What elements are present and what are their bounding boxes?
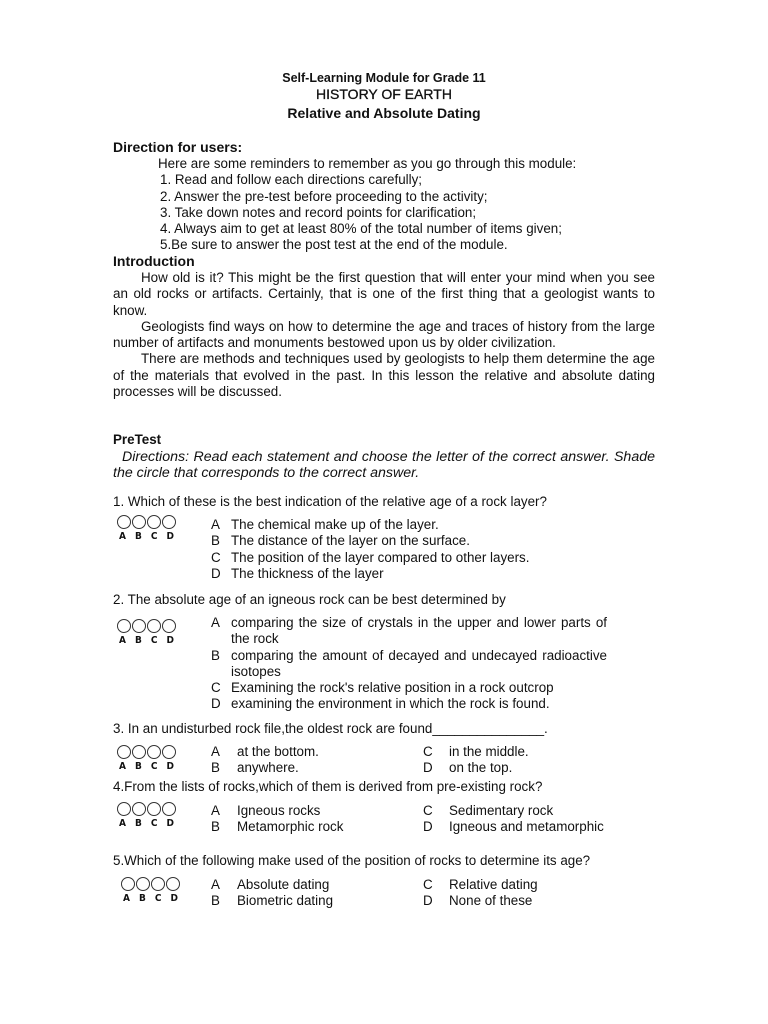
option [211, 566, 607, 582]
bubble-c[interactable] [147, 745, 161, 759]
option-letter: C [211, 549, 221, 565]
option [211, 615, 607, 648]
option-letter: A [211, 517, 220, 532]
bubble-label: C [150, 818, 158, 829]
direction-item: 4. Always aim to get at least 80% of the total number of items given; [160, 221, 562, 237]
question-2-options [211, 615, 607, 713]
option-letter: B [211, 533, 220, 549]
bubble-a[interactable] [117, 515, 131, 529]
option-letter: B [211, 819, 220, 835]
option-letter: D [423, 819, 433, 835]
option-text: Metamorphic rock [237, 819, 344, 835]
bubble-b[interactable] [132, 515, 146, 529]
option-text: Biometric dating [237, 893, 334, 909]
answer-bubbles-q2[interactable] [117, 619, 179, 649]
question-3-options [211, 744, 649, 777]
direction-item: 2. Answer the pre-test before proceeding to the activity; [160, 188, 488, 204]
question-5-text: 5.Which of the following make used of the position of rocks to determine its age? [113, 853, 591, 868]
option-letter: C [211, 680, 221, 696]
option [211, 696, 607, 712]
directions-heading: Direction for users: [113, 139, 243, 155]
question-1-text: 1. Which of these is the best indication of the relative age of a rock layer? [113, 494, 547, 509]
option-letter: D [423, 893, 433, 909]
bubble-label: D [166, 635, 174, 646]
bubble-label: A [119, 818, 126, 829]
bubble-label: A [123, 893, 130, 904]
bubble-label: B [134, 761, 142, 772]
option [211, 648, 607, 681]
option-text: at the bottom. [237, 744, 319, 759]
option-letter: D [423, 760, 433, 776]
bubble-a[interactable] [121, 877, 135, 891]
option-text: Igneous and metamorphic [449, 819, 604, 835]
directions-list [158, 156, 576, 254]
option-text: The thickness of the layer [231, 565, 384, 581]
bubble-d[interactable] [162, 619, 176, 633]
bubble-label: A [119, 761, 126, 772]
bubble-d[interactable] [162, 802, 176, 816]
option-letter: C [423, 877, 433, 892]
bubble-label: C [150, 531, 158, 542]
option-letter: D [211, 565, 221, 581]
option-text: on the top. [449, 760, 513, 776]
direction-item: 1. Read and follow each directions carefully; [160, 172, 423, 188]
option-text: anywhere. [237, 760, 299, 776]
bubble-label: B [134, 635, 142, 646]
option [211, 550, 607, 566]
option-letter: B [211, 647, 220, 663]
introduction-heading: Introduction [113, 253, 195, 269]
bubble-label: D [166, 531, 174, 542]
option-text: in the middle. [449, 744, 529, 759]
answer-bubbles-q1[interactable] [117, 515, 179, 545]
bubble-b[interactable] [132, 745, 146, 759]
option-text: comparing the amount of decayed and undecayed radioactive isotopes [231, 647, 607, 679]
intro-paragraph: There are methods and techniques used by geologists to help them determine the age of the materials that evolved in the past. In this lesson the relative and absolute dating processes will be discussed. [113, 351, 655, 400]
bubble-label: B [134, 818, 142, 829]
option-text: Sedimentary rock [449, 803, 554, 818]
option-letter: A [211, 615, 220, 630]
question-5-options [211, 877, 649, 910]
bubble-a[interactable] [117, 745, 131, 759]
bubble-b[interactable] [132, 802, 146, 816]
option [211, 680, 607, 696]
intro-paragraph: How old is it? This might be the first question that will enter your mind when you see an old rocks or artifacts. Certainly, that is one of the first thing that a geologist wants to know. [113, 270, 655, 318]
bubble-c[interactable] [147, 515, 161, 529]
answer-bubbles-q4[interactable] [117, 802, 179, 832]
bubble-a[interactable] [117, 619, 131, 633]
bubble-c[interactable] [147, 802, 161, 816]
option-text: The distance of the layer on the surface. [231, 533, 470, 549]
option-text: examining the environment in which the rock is found. [231, 696, 550, 712]
intro-paragraph: Geologists find ways on how to determine the age and traces of history from the large number of artifacts and monuments bestowed upon us by older civilization. [113, 318, 655, 351]
pretest-heading: PreTest [113, 432, 162, 447]
introduction-body [113, 270, 655, 400]
bubble-label: C [150, 761, 158, 772]
option-text: comparing the size of crystals in the upper and lower parts of the rock [231, 615, 607, 647]
bubble-d[interactable] [162, 745, 176, 759]
bubble-label: B [134, 531, 142, 542]
option-text: None of these [449, 893, 533, 909]
page-title: HISTORY OF EARTH [316, 86, 452, 102]
bubble-d[interactable] [166, 877, 180, 891]
option-text: The chemical make up of the layer. [231, 517, 439, 532]
question-4-options [211, 803, 649, 836]
option-text: Examining the rock's relative position in a rock outcrop [231, 680, 554, 696]
bubble-label: D [170, 893, 178, 904]
option-letter: A [211, 744, 220, 759]
question-3-text: 3. In an undisturbed rock file,the oldest rock are found_______________. [113, 721, 548, 736]
bubble-b[interactable] [136, 877, 150, 891]
directions-intro: Here are some reminders to remember as you go through this module: [158, 156, 577, 171]
answer-bubbles-q5[interactable] [121, 877, 183, 907]
question-1-options [211, 517, 607, 582]
question-4-text: 4.From the lists of rocks,which of them is derived from pre-existing rock? [113, 779, 543, 794]
bubble-label: C [154, 893, 162, 904]
option-text: Relative dating [449, 877, 538, 892]
option-letter: A [211, 877, 220, 892]
pretest-directions: Directions: Read each statement and choose the letter of the correct answer. Shade the circle that corresponds to the correct answer. [113, 449, 655, 482]
bubble-c[interactable] [147, 619, 161, 633]
option-letter: B [211, 760, 220, 776]
option-letter: C [423, 744, 433, 759]
option-letter: C [423, 803, 433, 818]
direction-item: 5.Be sure to answer the post test at the end of the module. [160, 237, 508, 253]
option-text: The position of the layer compared to other layers. [231, 549, 530, 565]
bubble-b[interactable] [132, 619, 146, 633]
option [211, 533, 607, 549]
answer-bubbles-q3[interactable] [117, 745, 179, 775]
option-text: Absolute dating [237, 877, 330, 892]
bubble-label: D [166, 818, 174, 829]
bubble-label: D [166, 761, 174, 772]
direction-item: 3. Take down notes and record points for clarification; [160, 204, 477, 220]
option-letter: D [211, 696, 221, 712]
bubble-label: B [138, 893, 146, 904]
bubble-d[interactable] [162, 515, 176, 529]
option-letter: B [211, 893, 220, 909]
bubble-c[interactable] [151, 877, 165, 891]
option-text: Igneous rocks [237, 803, 321, 818]
option-letter: A [211, 803, 220, 818]
bubble-a[interactable] [117, 802, 131, 816]
bubble-label: A [119, 531, 126, 542]
module-label: Self-Learning Module for Grade 11 [282, 71, 486, 85]
bubble-label: C [150, 635, 158, 646]
page-subtitle: Relative and Absolute Dating [287, 105, 481, 121]
bubble-label: A [119, 635, 126, 646]
question-2-text: 2. The absolute age of an igneous rock can be best determined by [113, 592, 506, 607]
option [211, 517, 607, 533]
